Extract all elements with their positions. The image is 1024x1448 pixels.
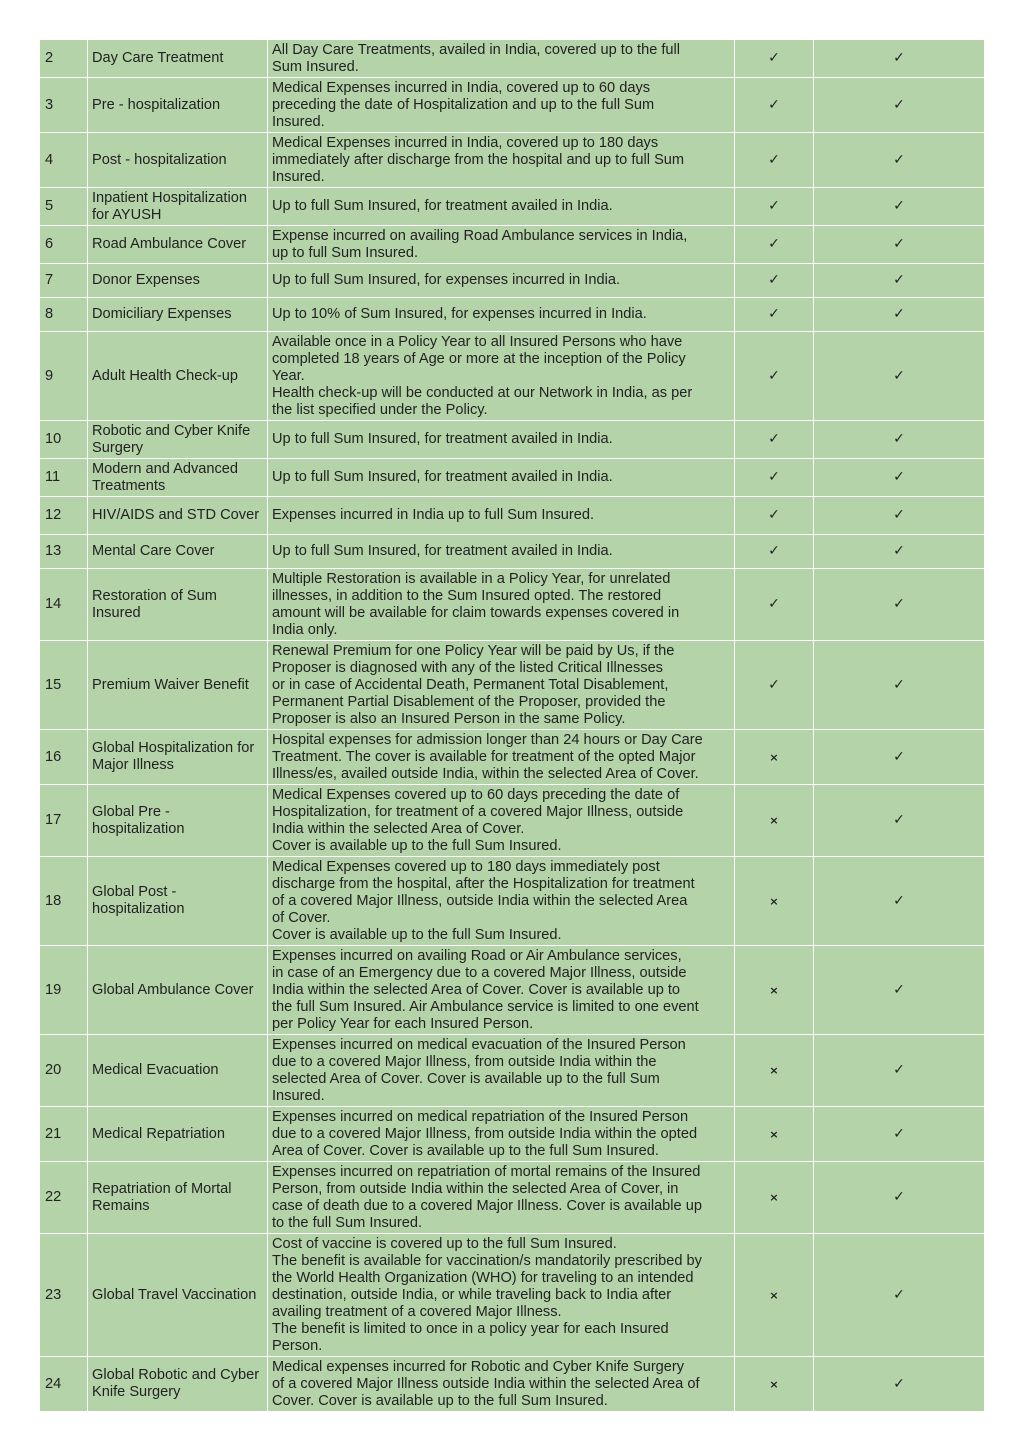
row-number: 12	[40, 497, 88, 535]
coverage-mark-plan-b	[814, 226, 985, 264]
coverage-mark-plan-a	[735, 332, 814, 421]
benefit-name: Global Robotic and Cyber Knife Surgery	[88, 1357, 268, 1412]
check-icon: ✓	[893, 981, 905, 998]
check-icon: ✓	[893, 892, 905, 909]
check-icon: ✓	[768, 469, 780, 485]
check-icon: ✓	[893, 151, 905, 168]
benefit-description: Medical Expenses covered up to 60 days preceding the date of Hospitalization, for treatment of a covered Major Illness, outside India within the selected Area of Cover. Cover is available up to the full Sum Insured.	[268, 785, 735, 857]
coverage-mark-plan-a	[735, 1234, 814, 1357]
check-icon: ✓	[768, 676, 780, 693]
coverage-mark-plan-a	[735, 535, 814, 569]
coverage-mark-plan-a	[735, 641, 814, 730]
cross-icon: ×	[769, 1064, 779, 1077]
benefits-table	[39, 39, 985, 1412]
coverage-mark-plan-b	[814, 535, 985, 569]
row-number: 23	[40, 1234, 88, 1357]
table-row	[40, 1035, 985, 1107]
coverage-mark-plan-b	[814, 730, 985, 785]
benefit-description: Medical Expenses incurred in India, covered up to 60 days preceding the date of Hospitalization and up to the full Sum Insured.	[268, 78, 735, 133]
table-row	[40, 1234, 985, 1357]
coverage-mark-plan-a	[735, 1357, 814, 1412]
row-number: 4	[40, 133, 88, 188]
benefit-name: Road Ambulance Cover	[88, 226, 268, 264]
benefit-description: Up to 10% of Sum Insured, for expenses incurred in India.	[268, 298, 735, 332]
check-icon: ✓	[893, 596, 905, 612]
check-icon: ✓	[893, 306, 905, 322]
table-row	[40, 641, 985, 730]
table-row	[40, 332, 985, 421]
table-row	[40, 1162, 985, 1234]
benefit-name: Medical Repatriation	[88, 1107, 268, 1162]
check-icon: ✓	[893, 236, 905, 252]
row-number: 3	[40, 78, 88, 133]
benefit-name: Adult Health Check-up	[88, 332, 268, 421]
coverage-mark-plan-a	[735, 459, 814, 497]
coverage-mark-plan-b	[814, 785, 985, 857]
benefit-name: Day Care Treatment	[88, 40, 268, 78]
check-icon: ✓	[893, 1286, 905, 1303]
row-number: 20	[40, 1035, 88, 1107]
table-row	[40, 421, 985, 459]
row-number: 18	[40, 857, 88, 946]
benefit-name: Repatriation of Mortal Remains	[88, 1162, 268, 1234]
check-icon: ✓	[893, 367, 905, 384]
coverage-mark-plan-b	[814, 1035, 985, 1107]
coverage-mark-plan-b	[814, 421, 985, 459]
row-number: 6	[40, 226, 88, 264]
table-row	[40, 188, 985, 226]
coverage-mark-plan-a	[735, 1035, 814, 1107]
benefit-name: Global Travel Vaccination	[88, 1234, 268, 1357]
coverage-mark-plan-a	[735, 133, 814, 188]
row-number: 5	[40, 188, 88, 226]
check-icon: ✓	[893, 748, 905, 765]
benefit-description: Up to full Sum Insured, for treatment availed in India.	[268, 459, 735, 497]
row-number: 14	[40, 569, 88, 641]
table-row	[40, 946, 985, 1035]
benefit-name: Global Ambulance Cover	[88, 946, 268, 1035]
table-row	[40, 785, 985, 857]
benefit-description: Expenses incurred on medical repatriation of the Insured Person due to a covered Major Illness, from outside India within the opted Area of Cover. Cover is available up to the full Sum Insured.	[268, 1107, 735, 1162]
coverage-mark-plan-a	[735, 569, 814, 641]
table-row	[40, 535, 985, 569]
coverage-mark-plan-a	[735, 497, 814, 535]
check-icon: ✓	[893, 1189, 905, 1205]
benefit-description: Expenses incurred on availing Road or Air Ambulance services, in case of an Emergency due to a covered Major Illness, outside India within the selected Area of Cover. Cover is available up to the full Sum Insured. Air Ambulance service is limited to one event per Policy Year for each Insured Person.	[268, 946, 735, 1035]
benefit-description: Medical Expenses incurred in India, covered up to 180 days immediately after discharge from the hospital and up to full Sum Insured.	[268, 133, 735, 188]
coverage-mark-plan-b	[814, 264, 985, 298]
coverage-mark-plan-b	[814, 332, 985, 421]
coverage-mark-plan-b	[814, 946, 985, 1035]
table-row	[40, 497, 985, 535]
check-icon: ✓	[893, 1375, 905, 1392]
row-number: 22	[40, 1162, 88, 1234]
coverage-mark-plan-a	[735, 1107, 814, 1162]
benefit-description: Multiple Restoration is available in a Policy Year, for unrelated illnesses, in addition to the Sum Insured opted. The restored amount will be available for claim towards expenses covered in India only.	[268, 569, 735, 641]
benefit-description: Up to full Sum Insured, for treatment availed in India.	[268, 188, 735, 226]
benefit-description: Expense incurred on availing Road Ambulance services in India, up to full Sum Insured.	[268, 226, 735, 264]
coverage-mark-plan-a	[735, 421, 814, 459]
check-icon: ✓	[768, 367, 780, 384]
coverage-mark-plan-a	[735, 226, 814, 264]
check-icon: ✓	[768, 306, 780, 322]
table-row	[40, 133, 985, 188]
row-number: 8	[40, 298, 88, 332]
benefit-description: Up to full Sum Insured, for treatment availed in India.	[268, 421, 735, 459]
coverage-mark-plan-b	[814, 40, 985, 78]
check-icon: ✓	[768, 431, 780, 447]
cross-icon: ×	[769, 1288, 779, 1302]
table-row	[40, 40, 985, 78]
row-number: 24	[40, 1357, 88, 1412]
coverage-mark-plan-b	[814, 857, 985, 946]
benefit-description: All Day Care Treatments, availed in India, covered up to the full Sum Insured.	[268, 40, 735, 78]
cross-icon: ×	[769, 1377, 779, 1391]
benefit-name: Inpatient Hospitalization for AYUSH	[88, 188, 268, 226]
check-icon: ✓	[893, 812, 905, 828]
coverage-mark-plan-b	[814, 1162, 985, 1234]
coverage-mark-plan-a	[735, 946, 814, 1035]
benefit-name: Premium Waiver Benefit	[88, 641, 268, 730]
coverage-mark-plan-b	[814, 1357, 985, 1412]
benefit-description: Up to full Sum Insured, for expenses incurred in India.	[268, 264, 735, 298]
benefit-description: Expenses incurred on medical evacuation of the Insured Person due to a covered Major Illness, from outside India within the selected Area of Cover. Cover is available up to the full Sum Insured.	[268, 1035, 735, 1107]
benefit-name: Global Pre - hospitalization	[88, 785, 268, 857]
row-number: 15	[40, 641, 88, 730]
check-icon: ✓	[893, 676, 905, 693]
check-icon: ✓	[893, 431, 905, 447]
check-icon: ✓	[893, 1125, 905, 1142]
benefit-description: Hospital expenses for admission longer than 24 hours or Day Care Treatment. The cover is available for treatment of the opted Major Illness/es, availed outside India, within the selected Area of Cover.	[268, 730, 735, 785]
benefit-description: Expenses incurred in India up to full Sum Insured.	[268, 497, 735, 535]
check-icon: ✓	[893, 543, 905, 559]
row-number: 10	[40, 421, 88, 459]
coverage-mark-plan-b	[814, 497, 985, 535]
check-icon: ✓	[893, 469, 905, 485]
coverage-mark-plan-a	[735, 857, 814, 946]
table-row	[40, 569, 985, 641]
row-number: 19	[40, 946, 88, 1035]
coverage-mark-plan-a	[735, 264, 814, 298]
check-icon: ✓	[893, 198, 905, 214]
row-number: 21	[40, 1107, 88, 1162]
check-icon: ✓	[768, 507, 780, 523]
check-icon: ✓	[768, 50, 780, 66]
row-number: 11	[40, 459, 88, 497]
coverage-mark-plan-a	[735, 730, 814, 785]
row-number: 16	[40, 730, 88, 785]
check-icon: ✓	[768, 198, 780, 214]
check-icon: ✓	[768, 543, 780, 559]
row-number: 7	[40, 264, 88, 298]
benefit-description: Up to full Sum Insured, for treatment availed in India.	[268, 535, 735, 569]
benefit-name: Robotic and Cyber Knife Surgery	[88, 421, 268, 459]
coverage-mark-plan-a	[735, 1162, 814, 1234]
coverage-mark-plan-b	[814, 78, 985, 133]
coverage-mark-plan-b	[814, 133, 985, 188]
coverage-mark-plan-b	[814, 641, 985, 730]
benefit-description: Expenses incurred on repatriation of mortal remains of the Insured Person, from outside India within the selected Area of Cover, in case of death due to a covered Major Illness. Cover is available up to the full Sum Insured.	[268, 1162, 735, 1234]
benefit-name: Global Post - hospitalization	[88, 857, 268, 946]
cross-icon: ×	[769, 750, 779, 764]
row-number: 17	[40, 785, 88, 857]
check-icon: ✓	[893, 272, 905, 288]
cross-icon: ×	[769, 814, 779, 827]
table-row	[40, 226, 985, 264]
benefit-name: Pre - hospitalization	[88, 78, 268, 133]
table-row	[40, 264, 985, 298]
check-icon: ✓	[768, 272, 780, 288]
table-row	[40, 730, 985, 785]
check-icon: ✓	[893, 50, 905, 66]
row-number: 13	[40, 535, 88, 569]
table-row	[40, 298, 985, 332]
coverage-mark-plan-a	[735, 78, 814, 133]
cross-icon: ×	[769, 894, 779, 908]
benefits-table-body	[40, 40, 985, 1412]
coverage-mark-plan-a	[735, 298, 814, 332]
benefit-description: Medical expenses incurred for Robotic and Cyber Knife Surgery of a covered Major Illness outside India within the selected Area of Cover. Cover is available up to the full Sum Insured.	[268, 1357, 735, 1412]
coverage-mark-plan-b	[814, 298, 985, 332]
benefit-name: Global Hospitalization for Major Illness	[88, 730, 268, 785]
table-row	[40, 857, 985, 946]
coverage-mark-plan-b	[814, 569, 985, 641]
coverage-mark-plan-a	[735, 40, 814, 78]
check-icon: ✓	[893, 1062, 905, 1078]
benefit-name: Mental Care Cover	[88, 535, 268, 569]
benefit-name: Modern and Advanced Treatments	[88, 459, 268, 497]
row-number: 2	[40, 40, 88, 78]
benefit-description: Medical Expenses covered up to 180 days immediately post discharge from the hospital, after the Hospitalization for treatment of a covered Major Illness, outside India within the selected Area of Cover. Cover is available up to the full Sum Insured.	[268, 857, 735, 946]
table-row	[40, 1107, 985, 1162]
table-row	[40, 1357, 985, 1412]
benefit-name: Post - hospitalization	[88, 133, 268, 188]
table-row	[40, 459, 985, 497]
benefit-description: Renewal Premium for one Policy Year will be paid by Us, if the Proposer is diagnosed with any of the listed Critical Illnesses or in case of Accidental Death, Permanent Total Disablement, Permanent Partial Disablement of the Proposer, provided the Proposer is also an Insured Person in the same Policy.	[268, 641, 735, 730]
cross-icon: ×	[769, 1127, 779, 1141]
benefit-name: Restoration of Sum Insured	[88, 569, 268, 641]
coverage-mark-plan-b	[814, 1107, 985, 1162]
coverage-mark-plan-a	[735, 785, 814, 857]
check-icon: ✓	[768, 596, 780, 612]
cross-icon: ×	[769, 983, 779, 997]
check-icon: ✓	[768, 236, 780, 252]
benefit-name: Domiciliary Expenses	[88, 298, 268, 332]
check-icon: ✓	[768, 96, 780, 113]
coverage-mark-plan-b	[814, 459, 985, 497]
check-icon: ✓	[893, 96, 905, 113]
check-icon: ✓	[893, 507, 905, 523]
coverage-mark-plan-a	[735, 188, 814, 226]
coverage-mark-plan-b	[814, 1234, 985, 1357]
benefit-name: Donor Expenses	[88, 264, 268, 298]
benefit-name: HIV/AIDS and STD Cover	[88, 497, 268, 535]
benefit-description: Available once in a Policy Year to all Insured Persons who have completed 18 years of Age or more at the inception of the Policy Year. Health check-up will be conducted at our Network in India, as per the list specified under the Policy.	[268, 332, 735, 421]
coverage-mark-plan-b	[814, 188, 985, 226]
benefit-name: Medical Evacuation	[88, 1035, 268, 1107]
table-row	[40, 78, 985, 133]
row-number: 9	[40, 332, 88, 421]
benefit-description: Cost of vaccine is covered up to the full Sum Insured. The benefit is available for vaccination/s mandatorily prescribed by the World Health Organization (WHO) for traveling to an intended destination, outside India, or while traveling back to India after availing treatment of a covered Major Illness. The benefit is limited to once in a policy year for each Insured Person.	[268, 1234, 735, 1357]
cross-icon: ×	[769, 1191, 779, 1204]
check-icon: ✓	[768, 151, 780, 168]
